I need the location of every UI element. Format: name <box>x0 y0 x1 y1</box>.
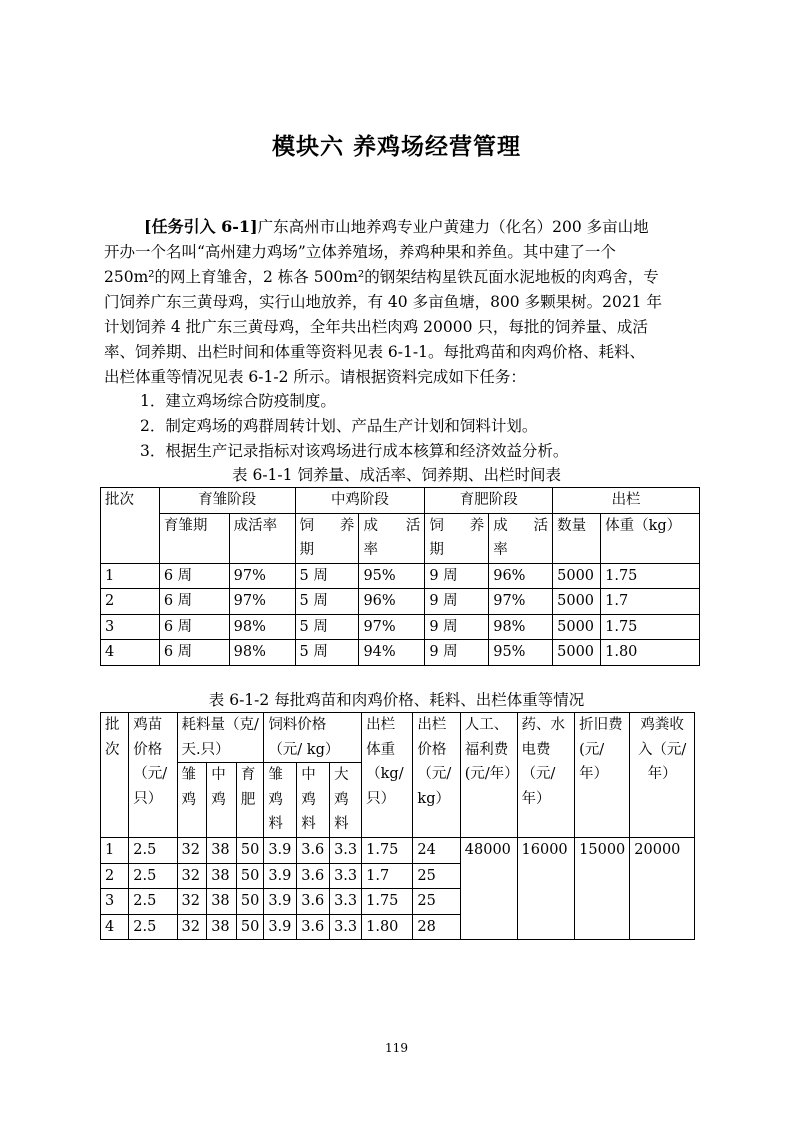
header-utility-cost: 药、水电费（元/年） <box>517 713 575 838</box>
intro-line-6: 率、饲养期、出栏时间和体重等资料见表 6-1-1。每批鸡苗和肉鸡价格、耗料、 <box>104 343 645 361</box>
intro-line-7: 出栏体重等情况见表 6-1-2 所示。请根据资料完成如下任务： <box>104 368 526 386</box>
header-sub-mid: 中鸡 <box>207 763 237 838</box>
header-count: 数量 <box>553 513 601 563</box>
intro-line-2: 开办一个名叫“高州建力鸡场”立体养殖场，养鸡种果和养鱼。其中建了一个 <box>104 243 616 261</box>
header-brooding-stage: 育雏阶段 <box>159 488 295 514</box>
table-row: 2 6 周 97% 5 周 96% 9 周 97% 5000 1.7 <box>101 589 700 615</box>
table-row: 2 2.5 32 38 50 3.9 3.6 3.3 1.7 25 <box>101 863 695 889</box>
header-sub-chick: 雏鸡 <box>177 763 207 838</box>
page-title: 模块六 养鸡场经营管理 <box>271 133 521 160</box>
intro-line-4: 门饲养广东三黄母鸡，实行山地放养，有 40 多亩鱼塘，800 多颗果树。2021 年 <box>104 293 662 311</box>
labor-cost-value: 48000 <box>460 838 517 940</box>
header-sub-chick-feed: 雏鸡料 <box>264 763 297 838</box>
header-sub-big-feed: 大鸡料 <box>330 763 362 838</box>
task-item-1: 1．建立鸡场综合防疫制度。 <box>140 392 336 410</box>
table-feeding-survival <box>100 487 700 666</box>
header-slaughter-price: 出栏价格（元/ kg） <box>413 713 460 838</box>
header-feed-amount: 耗料量（克/天.只） <box>177 713 264 763</box>
table-row: 1 6 周 97% 5 周 95% 9 周 96% 5000 1.75 <box>101 563 700 589</box>
task-intro-paragraph <box>104 214 694 390</box>
table1-caption: 表 6-1-1 饲养量、成活率、饲养期、出栏时间表 <box>232 466 561 484</box>
header-brooding-survival: 成活率 <box>229 513 295 563</box>
page-number: 119 <box>385 1041 408 1055</box>
header-batch: 批次 <box>101 713 129 838</box>
task-item-3: 3．根据生产记录指标对该鸡场进行成本核算和经济效益分析。 <box>140 442 569 460</box>
header-manure-income: 鸡粪收入（元/年） <box>630 713 695 838</box>
header-weight: 体重（kg） <box>601 513 700 563</box>
intro-line-1: [任务引入 6-1]广东高州市山地养鸡专业户黄建力（化名）200 多亩山地 <box>144 217 649 236</box>
header-slaughter-weight: 出栏体重（kg/只） <box>362 713 413 838</box>
depreciation-value: 15000 <box>575 838 630 940</box>
header-mid-stage: 中鸡阶段 <box>295 488 425 514</box>
task-item-2: 2．制定鸡场的鸡群周转计划、产品生产计划和饲料计划。 <box>140 417 538 435</box>
header-labor-cost: 人工、福利费(元/年） <box>460 713 517 838</box>
header-chick-price: 鸡苗价格（元/只） <box>129 713 177 838</box>
table-row: 1 2.5 32 38 50 3.9 3.6 3.3 1.75 24 48000 16000 15000 20000 <box>101 838 695 864</box>
header-feed-price: 饲料价格（元/ kg） <box>264 713 362 763</box>
intro-line-5: 计划饲养 4 批广东三黄母鸡，全年共出栏肉鸡 20000 只，每批的饲养量、成活 <box>104 318 648 336</box>
header-sub-fatten: 育肥 <box>236 763 263 838</box>
header-brooding-period: 育雏期 <box>159 513 229 563</box>
header-depreciation: 折旧费(元/年） <box>575 713 630 838</box>
table-row: 3 6 周 98% 5 周 97% 9 周 98% 5000 1.75 <box>101 614 700 640</box>
header-slaughter: 出栏 <box>553 488 700 514</box>
header-fattening-stage: 育肥阶段 <box>425 488 553 514</box>
header-sub-mid-feed: 中鸡料 <box>297 763 330 838</box>
intro-line-3: 250m²的网上育雏舍，2 栋各 500m²的钢架结构星铁瓦面水泥地板的肉鸡舍，专 <box>104 268 659 286</box>
header-fatten-period: 饲 养 期 <box>425 513 489 563</box>
table-row: 4 2.5 32 38 50 3.9 3.6 3.3 1.80 28 <box>101 914 695 940</box>
intro-lead: [任务引入 6-1] <box>144 217 258 236</box>
header-mid-survival: 成 活 率 <box>359 513 425 563</box>
header-fatten-survival: 成 活 率 <box>489 513 553 563</box>
table-row: 3 2.5 32 38 50 3.9 3.6 3.3 1.75 25 <box>101 889 695 915</box>
table-price-feed <box>100 712 695 940</box>
utility-cost-value: 16000 <box>517 838 575 940</box>
header-mid-period: 饲 养 期 <box>295 513 359 563</box>
header-batch: 批次 <box>101 488 160 564</box>
table-row: 4 6 周 98% 5 周 94% 9 周 95% 5000 1.80 <box>101 640 700 666</box>
table2-caption: 表 6-1-2 每批鸡苗和肉鸡价格、耗料、出栏体重等情况 <box>208 691 585 709</box>
manure-income-value: 20000 <box>630 838 695 940</box>
